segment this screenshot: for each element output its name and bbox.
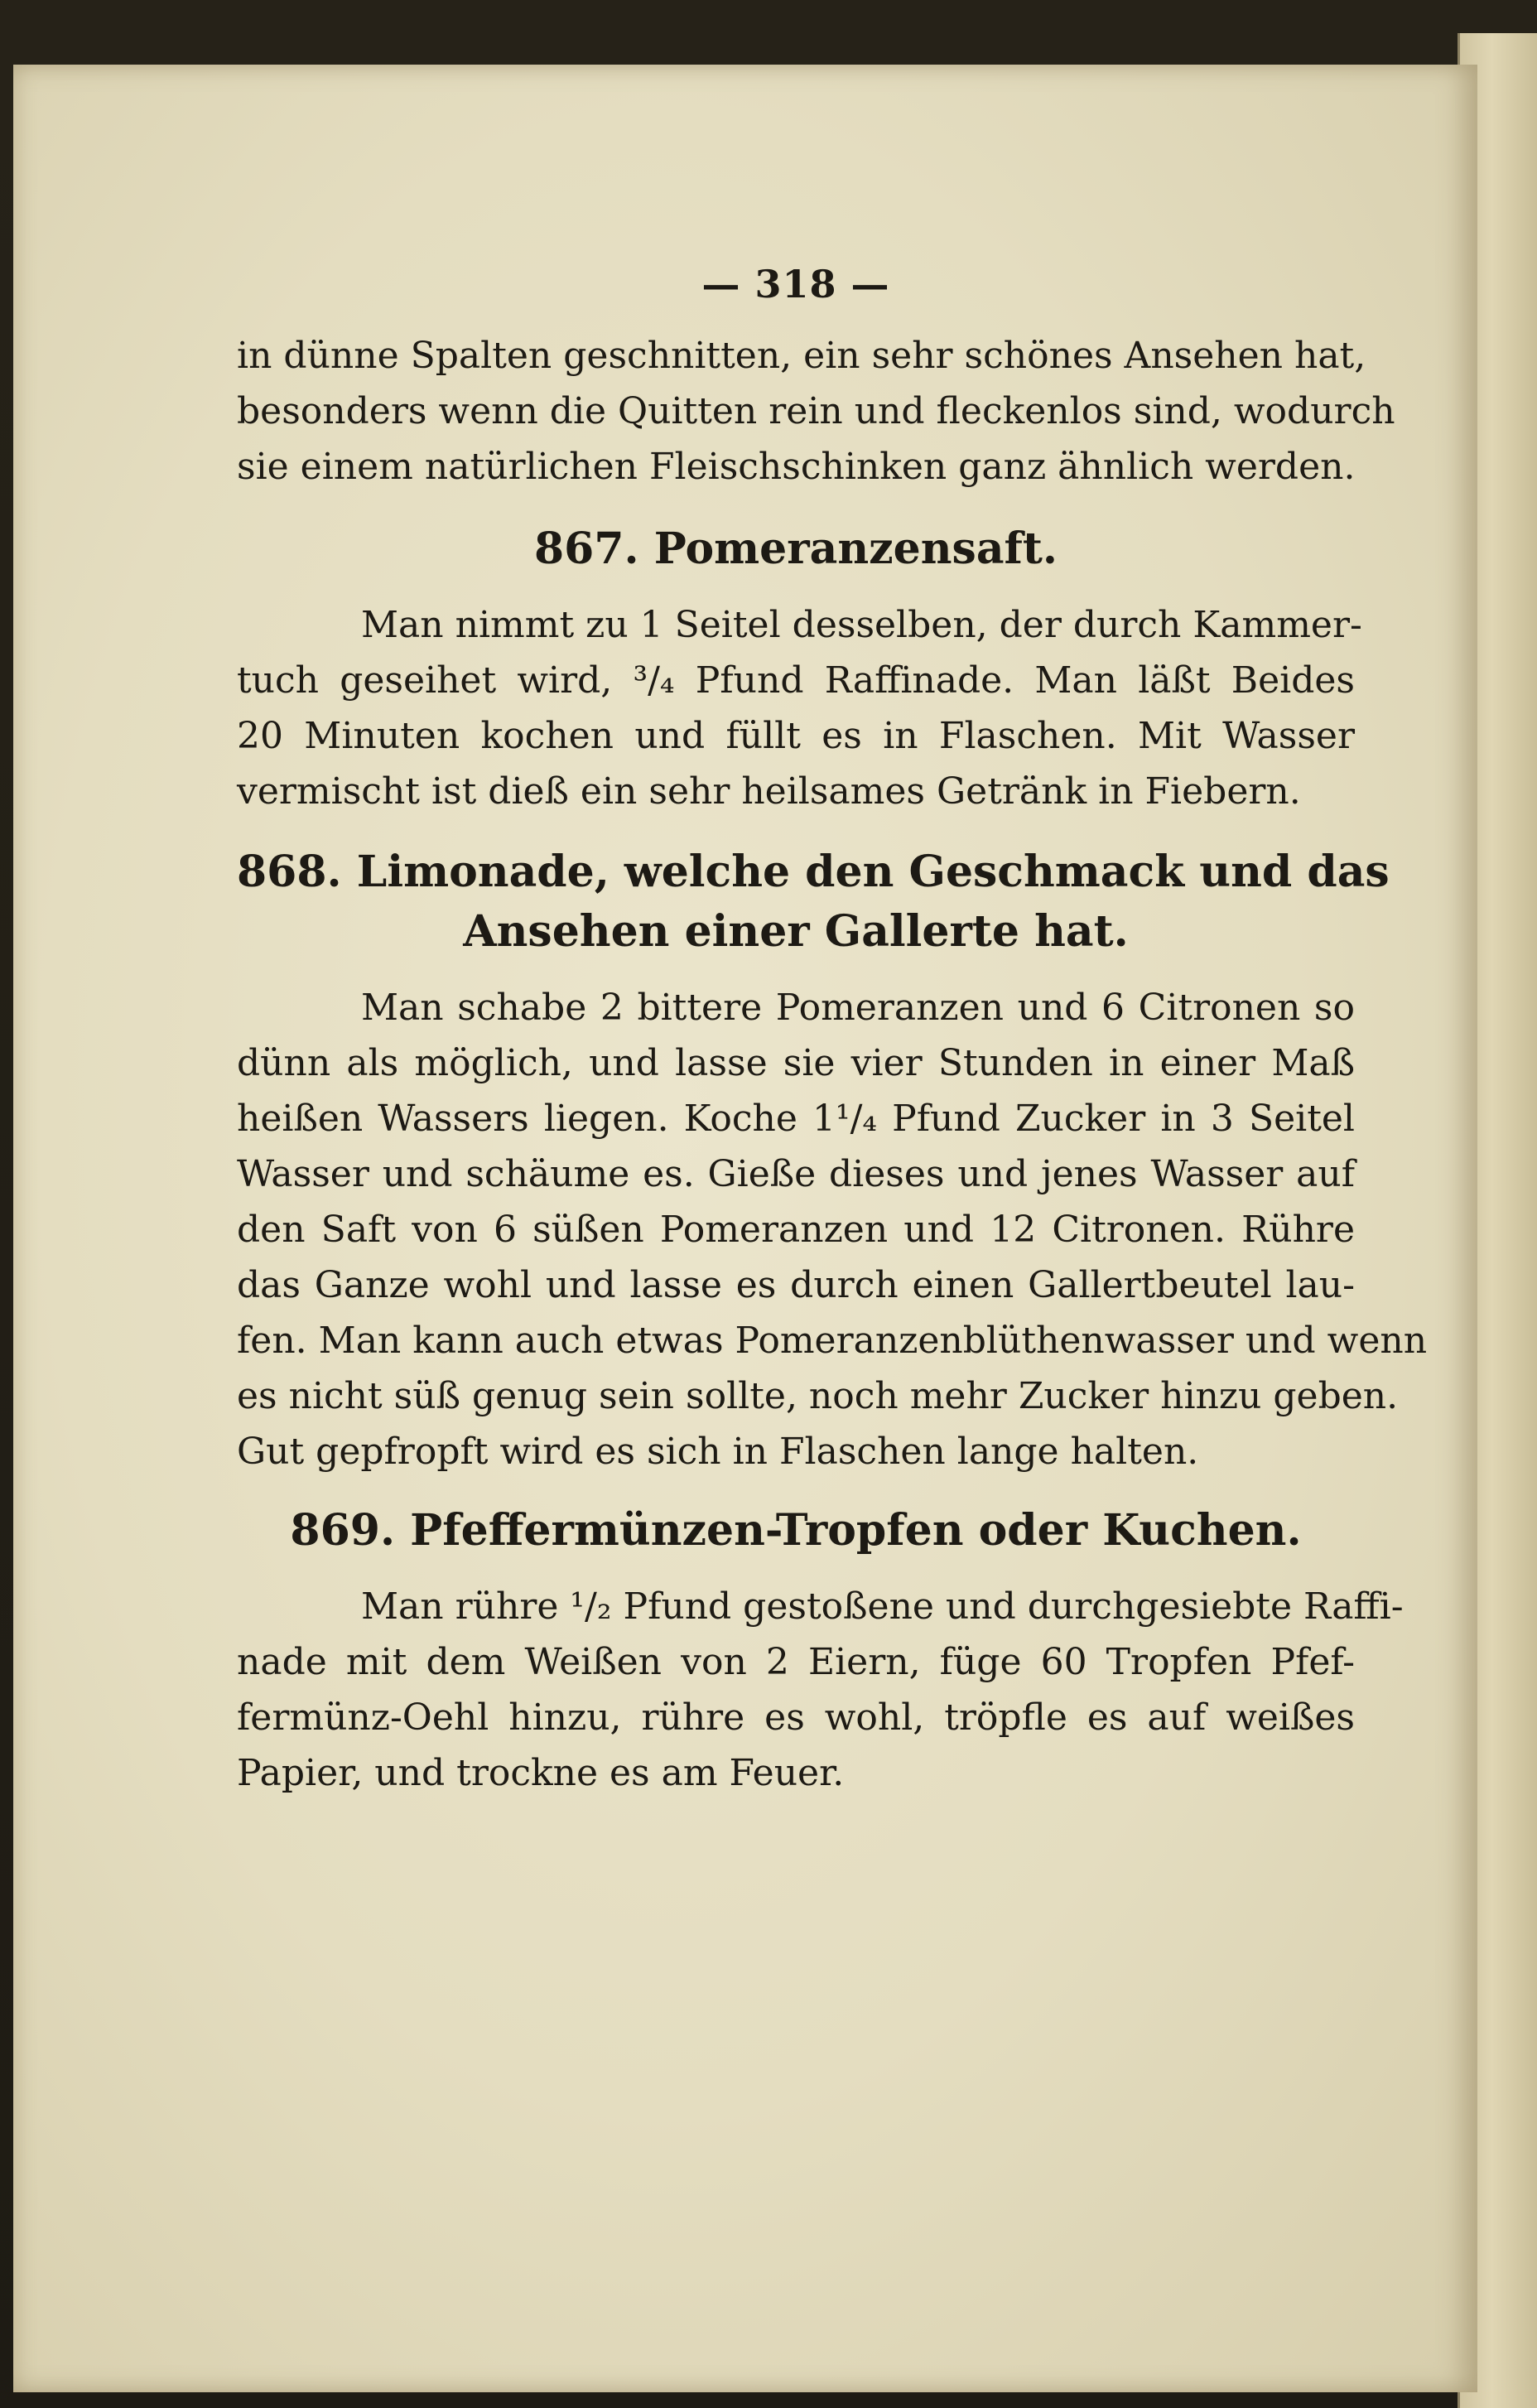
recipe-868-line: Gut gepfropft wird es sich in Flaschen lange halten.	[237, 1431, 1199, 1473]
recipe-868-line: dünn als möglich, und lasse sie vier Stunden in einer Maß	[237, 1042, 1355, 1084]
recipe-868-line: den Saft von 6 süßen Pomeranzen und 12 Citronen. Rühre	[237, 1209, 1355, 1251]
recipe-867-line: Man nimmt zu 1 Seitel desselben, der durch Kammer-	[361, 604, 1362, 646]
recipe-867-line: vermischt ist dieß ein sehr heilsames Getränk in Fiebern.	[237, 770, 1301, 813]
recipe-868-line: heißen Wassers liegen. Koche 1¹/₄ Pfund Zucker in 3 Seitel	[237, 1098, 1355, 1140]
intro-line: in dünne Spalten geschnitten, ein sehr schönes Ansehen hat,	[237, 335, 1366, 377]
recipe-867-line: tuch geseihet wird, ³/₄ Pfund Raffinade. Man läßt Beides	[237, 659, 1355, 702]
recipe-868-heading-line2: Ansehen einer Gallerte hat.	[463, 906, 1129, 957]
recipe-869-line: Papier, und trockne es am Feuer.	[237, 1752, 845, 1794]
recipe-869-line: nade mit dem Weißen von 2 Eiern, füge 60 Tropfen Pfef-	[237, 1641, 1355, 1683]
recipe-868-line: Man schabe 2 bittere Pomeranzen und 6 Citronen so	[361, 987, 1355, 1029]
recipe-868-line: das Ganze wohl und lasse es durch einen Gallertbeutel lau-	[237, 1264, 1355, 1306]
recipe-867-body	[237, 597, 1362, 819]
recipe-869-body	[237, 1579, 1404, 1801]
page-text	[237, 262, 1428, 1801]
intro-paragraph	[237, 328, 1395, 495]
recipe-868-line: fen. Man kann auch etwas Pomeranzenblüthenwasser und wenn	[237, 1320, 1428, 1362]
book-page	[13, 65, 1477, 2392]
recipe-867-line: 20 Minuten kochen und füllt es in Flaschen. Mit Wasser	[237, 715, 1355, 757]
recipe-868-line: Wasser und schäume es. Gieße dieses und jenes Wasser auf	[237, 1153, 1355, 1195]
recipe-868-heading-line1: 868. Limonade, welche den Geschmack und das	[237, 847, 1390, 897]
recipe-869-line: Man rühre ¹/₂ Pfund gestoßene und durchgesiebte Raffi-	[361, 1585, 1404, 1628]
recipe-868-body	[237, 980, 1428, 1479]
recipe-869-heading: 869. Pfeffermünzen-Tropfen oder Kuchen.	[290, 1505, 1302, 1556]
intro-line: sie einem natürlichen Fleischschinken ganz ähnlich werden.	[237, 446, 1356, 488]
intro-line: besonders wenn die Quitten rein und fleckenlos sind, wodurch	[237, 390, 1395, 432]
recipe-867-heading: 867. Pomeranzensaft.	[533, 524, 1058, 574]
recipe-868-line: es nicht süß genug sein sollte, noch mehr Zucker hinzu geben.	[237, 1375, 1399, 1417]
page-number: — 318 —	[701, 262, 890, 306]
recipe-869-line: fermünz-Oehl hinzu, rühre es wohl, tröpfle es auf weißes	[237, 1696, 1355, 1739]
